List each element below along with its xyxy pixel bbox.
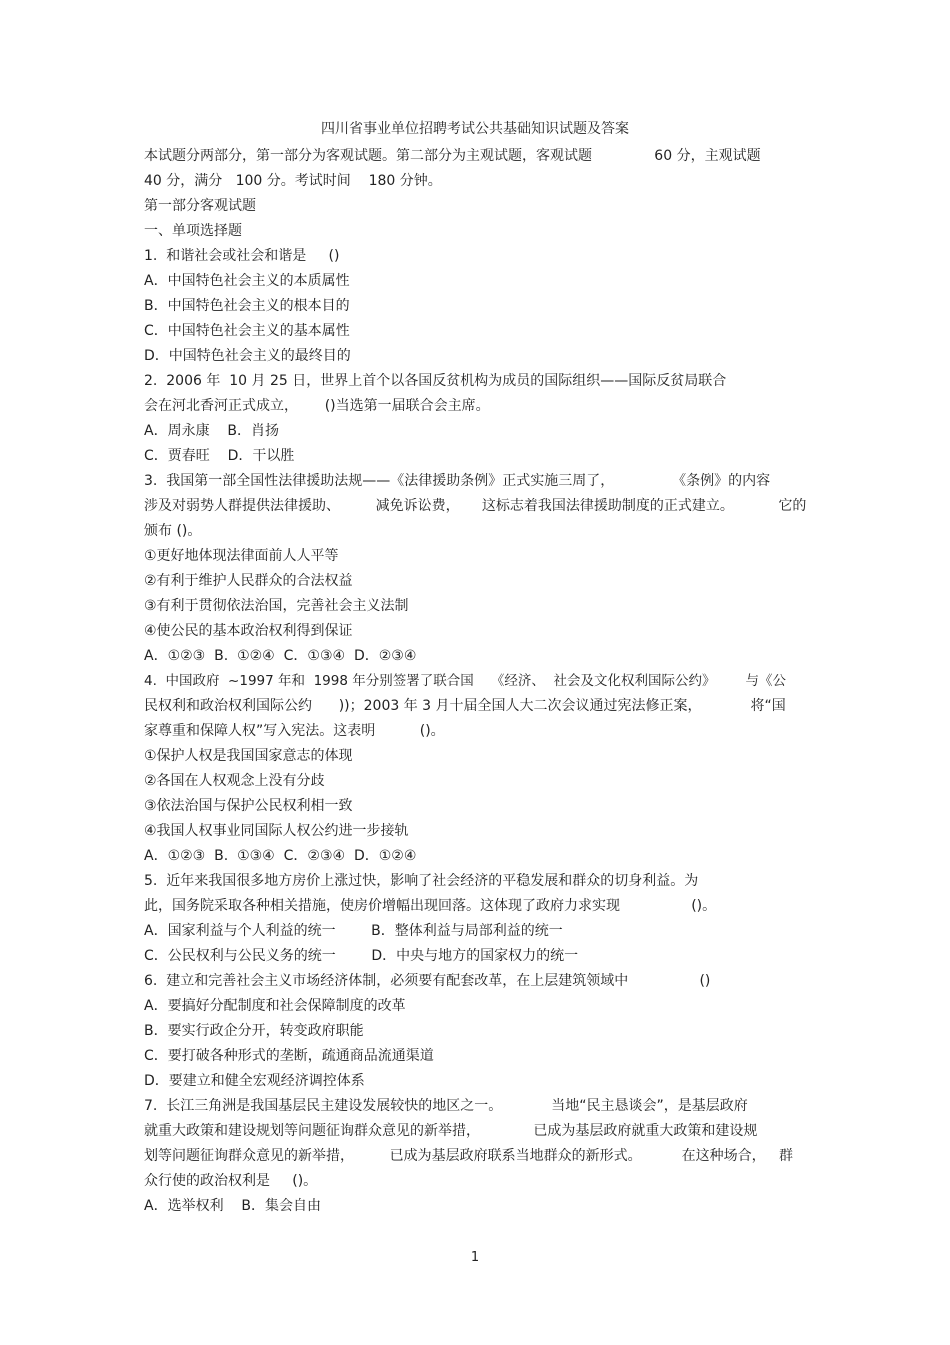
question: 涉及对弱势人群提供法律援助、 减免诉讼费， 这标志着我国法律援助制度的正式建立。 它的 [144,498,807,514]
answer-option: C．公民权利与公民义务的统一 D．中央与地方的国家权力的统一 [144,948,579,964]
statement-item: ③有利于贯彻依法治国，完善社会主义法制 [144,598,409,614]
question: 会在河北香河正式成立， ()当选第一届联合会主席。 [144,398,490,414]
answer-option: A．①②③ B. ①③④ C．②③④ D．①②④ [144,848,417,864]
section-heading: 第一部分客观试题 [144,198,256,214]
answer-option: C．要打破各种形式的垄断，疏通商品流通渠道 [144,1048,434,1064]
answer-option: A．国家利益与个人利益的统一 B．整体利益与局部利益的统一 [144,923,563,939]
page-number: 1 [470,1250,480,1265]
document-body [144,144,806,1219]
answer-option: D．要建立和健全宏观经济调控体系 [144,1073,365,1089]
question: 家尊重和保障人权”写入宪法。这表明 ()。 [144,723,445,739]
statement-item: ④我国人权事业同国际人权公约进一步接轨 [144,823,409,839]
statement-item: ①保护人权是我国国家意志的体现 [144,748,353,764]
question: 此，国务院采取各种相关措施，使房价增幅出现回落。这体现了政府力求实现 ()。 [144,898,717,914]
answer-option: A．周永康 B．肖扬 [144,423,279,439]
statement-item: ③依法治国与保护公民权利相一致 [144,798,353,814]
answer-option: B．中国特色社会主义的根本目的 [144,298,350,314]
question: 4. 中国政府 ~1997 年和 1998 年分别签署了联合国 《经济、 社会及文化权利国际公约》 与《公 [144,673,787,689]
answer-option: A．①②③ B. ①②④ C．①③④ D．②③④ [144,648,417,664]
question: 就重大政策和建设规划等问题征询群众意见的新举措， 已成为基层政府就重大政策和建设规 [144,1123,758,1139]
question: 1. 和谐社会或社会和谐是 () [144,248,340,264]
statement-item: ①更好地体现法律面前人人平等 [144,548,339,564]
question: 6. 建立和完善社会主义市场经济体制，必须要有配套改革，在上层建筑领域中 () [144,973,711,989]
question: 5. 近年来我国很多地方房价上涨过快，影响了社会经济的平稳发展和群众的切身利益。为 [144,873,699,889]
question: 3. 我国第一部全国性法律援助法规——《法律援助条例》正式实施三周了， 《条例》的内容 [144,473,771,489]
question: 划等问题征询群众意见的新举措， 已成为基层政府联系当地群众的新形式。 在这种场合， 群 [144,1148,794,1164]
question: 民权利和政治权利国际公约 ))；2003 年 3 月十届全国人大二次会议通过宪法修正案， 将“国 [144,698,786,714]
answer-option: A．选举权利 B．集会自由 [144,1198,321,1214]
question: 颁布 ()。 [144,523,202,539]
answer-option: B．要实行政企分开，转变政府职能 [144,1023,364,1039]
statement-item: ②各国在人权观念上没有分歧 [144,773,325,789]
statement-item: ④使公民的基本政治权利得到保证 [144,623,353,639]
question: 2. 2006 年 10 月 25 日，世界上首个以各国反贫机构为成员的国际组织——国际反贫局联合 [144,373,727,389]
answer-option: A．要搞好分配制度和社会保障制度的改革 [144,998,406,1014]
answer-option: C．贾春旺 D．干以胜 [144,448,295,464]
question: 众行使的政治权利是 ()。 [144,1173,318,1189]
answer-option: D．中国特色社会主义的最终目的 [144,348,351,364]
answer-option: C．中国特色社会主义的基本属性 [144,323,350,339]
section-heading: 一、单项选择题 [144,223,242,239]
statement-item: ②有利于维护人民群众的合法权益 [144,573,353,589]
text-line: 40 分，满分 100 分。考试时间 180 分钟。 [144,173,442,189]
document-title: 四川省事业单位招聘考试公共基础知识试题及答案 [321,121,629,137]
answer-option: A．中国特色社会主义的本质属性 [144,273,350,289]
question: 7. 长江三角洲是我国基层民主建设发展较快的地区之一。 当地“民主恳谈会”，是基层政府 [144,1098,748,1114]
text-line: 本试题分两部分，第一部分为客观试题。第二部分为主观试题，客观试题 60 分，主观试题 [144,148,761,164]
